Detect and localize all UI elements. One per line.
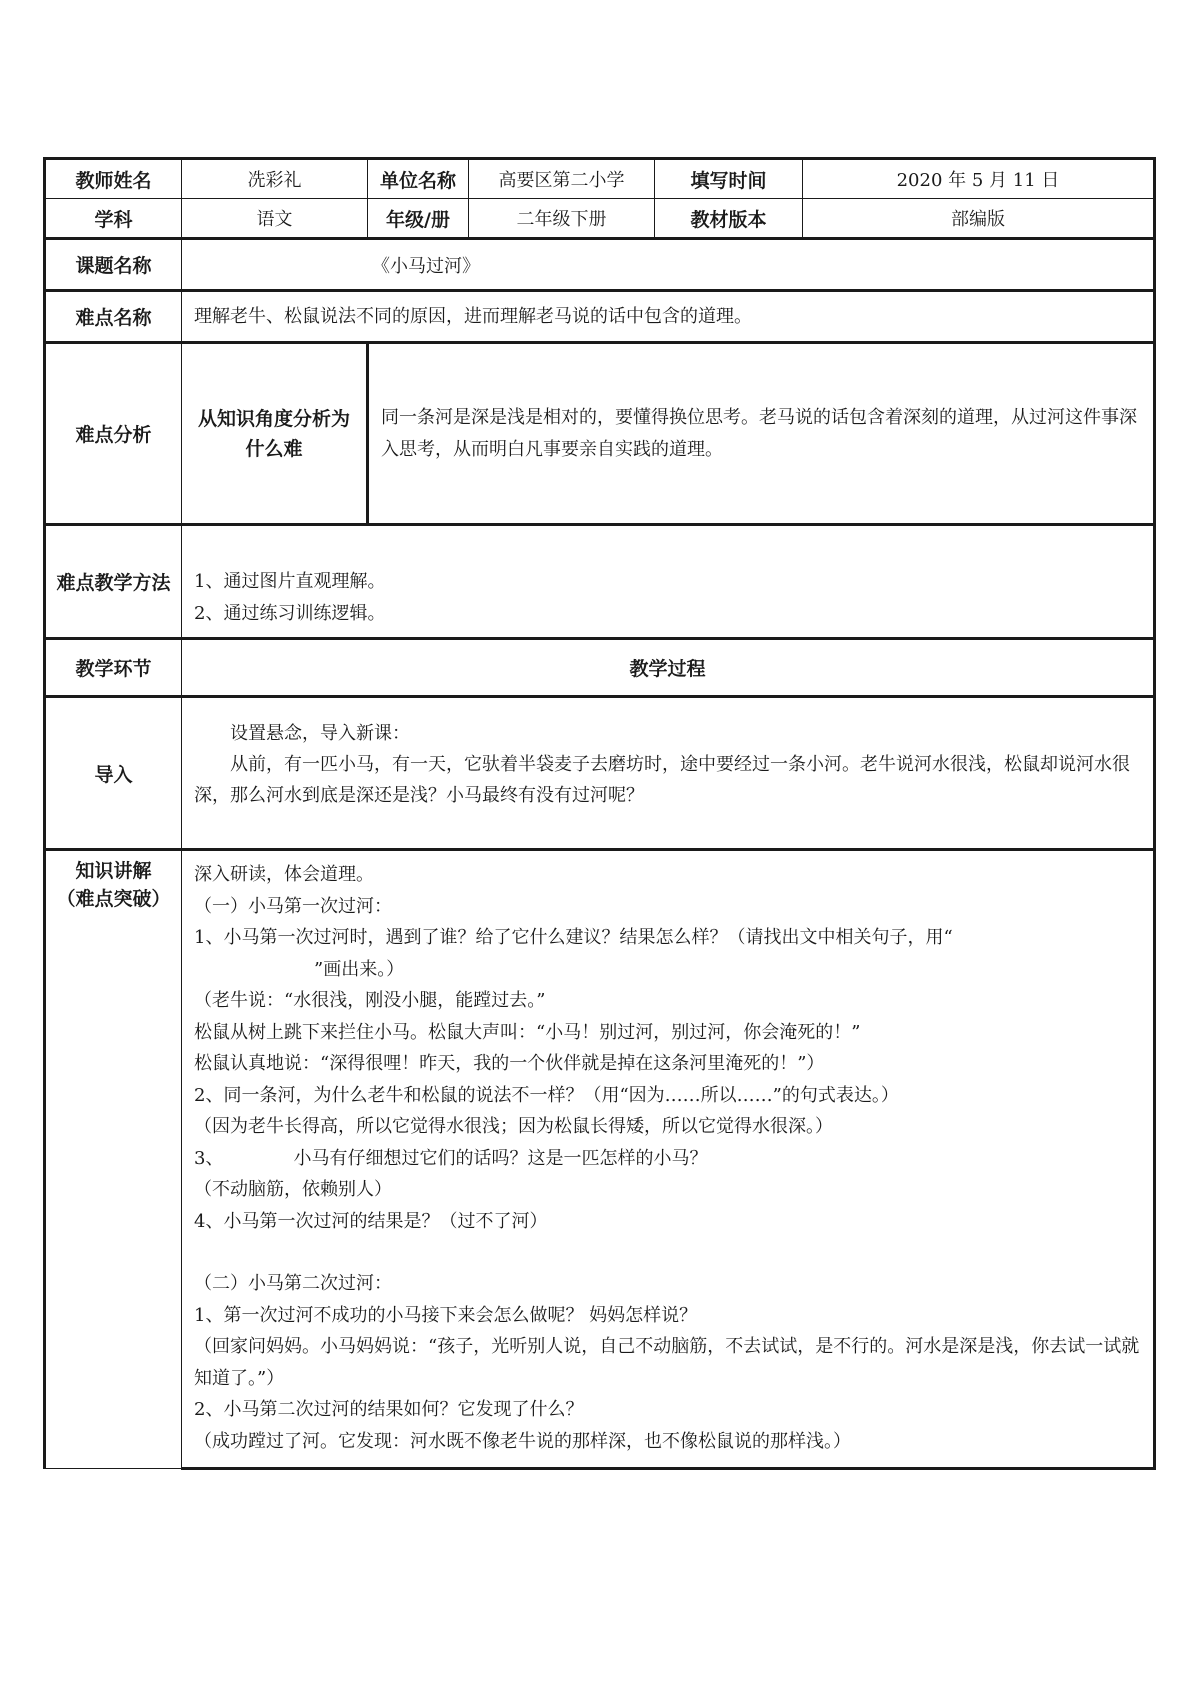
difficulty-value: 理解老牛、松鼠说法不同的原因，进而理解老马说的话中包含的道理。 [182,291,1155,343]
method-label: 难点教学方法 [45,525,182,639]
knowledge-line: 松鼠认真地说：“深得很哩！昨天，我的一个伙伴就是掉在这条河里淹死的！”） [194,1053,825,1074]
edition-label: 教材版本 [655,199,803,239]
knowledge-line: （二）小马第二次过河： [194,1273,392,1294]
knowledge-line: 松鼠从树上跳下来拦住小马。松鼠大声叫：“小马！别过河，别过河，你会淹死的！” [194,1021,861,1043]
knowledge-line: 深入研读，体会道理。 [194,864,374,885]
intro-row [45,697,1155,850]
unit-value: 高要区第二小学 [469,159,655,199]
teacher-label: 教师姓名 [45,159,182,199]
intro-line-1: 设置悬念，导入新课： [230,723,410,744]
date-value: 2020 年 5 月 11 日 [803,159,1155,199]
knowledge-line: 4、小马第一次过河的结果是？（过不了河） [194,1210,548,1232]
analysis-label: 难点分析 [45,343,182,525]
knowledge-label-line-1: 知识讲解 [75,860,152,882]
process-header-row [45,639,1155,697]
method-line-1: 1、通过图片直观理解。 [194,570,386,592]
edition-value: 部编版 [803,199,1155,239]
intro-label: 导入 [45,697,182,850]
lesson-plan-table [43,157,1156,1470]
difficulty-label: 难点名称 [45,291,182,343]
process-stage-label: 教学环节 [45,639,182,697]
intro-cell [182,697,1155,850]
knowledge-line: 1、第一次过河不成功的小马接下来会怎么做呢？ 妈妈怎样说？ [194,1304,698,1326]
method-line-2: 2、通过练习训练逻辑。 [194,602,386,624]
teacher-value: 冼彩礼 [182,159,368,199]
knowledge-item-3-text: 小马有仔细想过它们的话吗？这是一匹怎样的小马？ [293,1147,708,1169]
knowledge-line: （因为老牛长得高，所以它觉得水很浅；因为松鼠长得矮，所以它觉得水很深。） [194,1116,833,1137]
knowledge-cell [182,850,1155,1469]
knowledge-line: 1、小马第一次过河时，遇到了谁？给了它什么建议？结果怎么样？（请找出文中相关句子，用“ [194,927,953,948]
subject-label: 学科 [45,199,182,239]
analysis-sub-cell [182,343,368,525]
knowledge-line: ”画出来。） [314,958,405,980]
subject-value: 语文 [182,199,368,239]
process-title: 教学过程 [182,639,1155,697]
lesson-plan-sheet [43,157,1153,1470]
knowledge-row [45,850,1155,1469]
knowledge-item-3-number: 3、 [194,1147,224,1169]
grade-value: 二年级下册 [469,199,655,239]
method-cell [182,525,1155,639]
topic-label: 课题名称 [45,239,182,291]
header-row-1 [45,159,1155,199]
header-row-2 [45,199,1155,239]
grade-label: 年级/册 [368,199,469,239]
knowledge-line: （成功蹚过了河。它发现：河水既不像老牛说的那样深，也不像松鼠说的那样浅。） [194,1430,851,1452]
method-row [45,525,1155,639]
analysis-sub-label: 从知识角度分析为什么难 [197,407,350,460]
knowledge-line: 2、小马第二次过河的结果如何？它发现了什么？ [194,1399,584,1420]
analysis-row [45,343,1155,525]
analysis-text: 同一条河是深是浅是相对的，要懂得换位思考。老马说的话包含着深刻的道理，从过河这件事深入思考，从而明白凡事要亲自实践的道理。 [368,343,1155,525]
date-label: 填写时间 [655,159,803,199]
unit-label: 单位名称 [368,159,469,199]
knowledge-line: （回家问妈妈。小马妈妈说：“孩子，光听别人说，自己不动脑筋，不去试试，是不行的。河水是深是浅，你去试一试就知道了。”） [194,1336,1140,1389]
difficulty-row [45,291,1155,343]
topic-value: 《小马过河》 [182,239,1155,291]
knowledge-line: （一）小马第一次过河： [194,895,392,917]
intro-line-2: 从前，有一匹小马，有一天，它驮着半袋麦子去磨坊时，途中要经过一条小河。老牛说河水很浅，松鼠却说河水很深，那么河水到底是深还是浅？小马最终有没有过河呢？ [194,754,1130,806]
topic-row [45,239,1155,291]
knowledge-gap [194,1237,1141,1268]
knowledge-label-line-2: （难点突破） [56,888,171,910]
knowledge-line: （不动脑筋，依赖别人） [194,1179,392,1200]
knowledge-line: 2、同一条河，为什么老牛和松鼠的说法不一样？（用“因为……所以……”的句式表达。） [194,1084,899,1106]
knowledge-line [194,1143,1141,1175]
knowledge-line: （老牛说：“水很浅，刚没小腿，能蹚过去。” [194,990,546,1011]
knowledge-label-cell [45,850,182,1469]
